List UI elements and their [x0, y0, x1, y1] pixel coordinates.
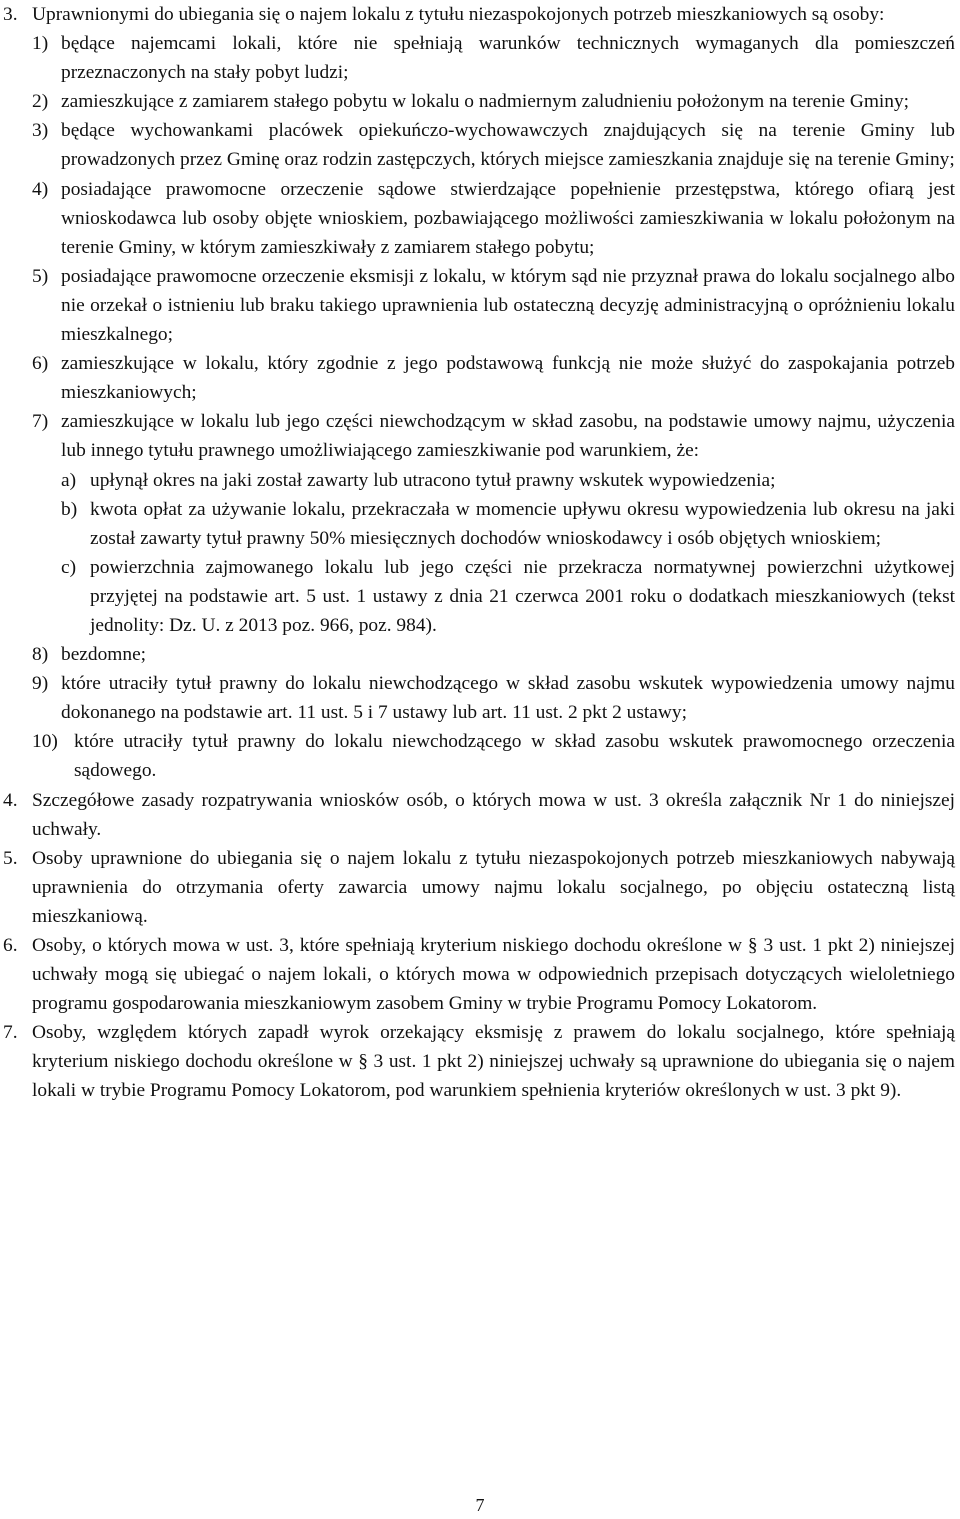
section-number: 6.: [3, 935, 18, 956]
item-number: 8): [32, 644, 49, 666]
item-text: będące wychowankami placówek opiekuńczo-wychowawczych znajdujących się na terenie Gminy lub prowadzonych przez Gminę oraz rodzin zastępczych, których miejsce zamieszkania znajduje się na terenie Gminy;: [61, 120, 955, 171]
section-number: 3.: [3, 4, 18, 25]
section-7: [3, 1018, 955, 1105]
item-text: posiadające prawomocne orzeczenie sądowe stwierdzające popełnienie przestępstwa, którego ofiarą jest wnioskodawca lub osoby objęte wnioskiem, pozbawiającego możliwości zamieszkiwania w lokalu położonym na terenie Gminy, w którym zamieszkiwały z zamiarem stałego pobytu;: [61, 178, 955, 258]
sub-item-letter: b): [61, 498, 78, 520]
list-item: [32, 175, 955, 262]
item-text: będące najemcami lokali, które nie spełniają warunków technicznych wymaganych dla pomieszczeń przeznaczonych na stały pobyt ludzi;: [61, 33, 955, 84]
item-number: 3): [32, 120, 49, 142]
section-5: [3, 844, 955, 931]
list-item: [32, 640, 955, 669]
item-number: 5): [32, 265, 49, 287]
list-item: [32, 262, 955, 349]
item-text: zamieszkujące w lokalu lub jego części niewchodzącym w skład zasobu, na podstawie umowy najmu, użyczenia lub innego tytułu prawnego umożliwiającego zamieszkiwanie pod warunkiem, że:: [61, 411, 955, 462]
item-text: które utraciły tytuł prawny do lokalu niewchodzącego w skład zasobu wskutek prawomocnego orzeczenia sądowego.: [74, 731, 955, 782]
list-item: [32, 407, 955, 465]
section-text: Uprawnionymi do ubiegania się o najem lokalu z tytułu niezaspokojonych potrzeb mieszkaniowych są osoby:: [32, 4, 885, 25]
item-number: 1): [32, 33, 49, 55]
section-text: Szczegółowe zasady rozpatrywania wniosków osób, o których mowa w ust. 3 określa załącznik Nr 1 do niniejszej uchwały.: [32, 789, 955, 840]
page-number: 7: [475, 1495, 485, 1515]
item-text: zamieszkujące w lokalu, który zgodnie z jego podstawową funkcją nie może służyć do zaspokajania potrzeb mieszkaniowych;: [61, 353, 955, 404]
list-item: [32, 349, 955, 407]
list-item: [32, 669, 955, 727]
sub-item-text: upłynął okres na jaki został zawarty lub utracono tytuł prawny wskutek wypowiedzenia;: [90, 469, 776, 491]
item-text: zamieszkujące z zamiarem stałego pobytu w lokalu o nadmiernym zaludnieniu położonym na terenie Gminy;: [61, 91, 910, 113]
section-number: 5.: [3, 847, 18, 869]
list-item: [32, 87, 955, 116]
item-text: bezdomne;: [61, 644, 147, 666]
item-number: 2): [32, 91, 49, 113]
item-number: 4): [32, 178, 49, 200]
list-item: [32, 116, 955, 174]
item-text: posiadające prawomocne orzeczenie eksmisji z lokalu, w którym sąd nie przyznał prawa do lokalu socjalnego albo nie orzekał o istnieniu lub braku takiego uprawnienia lub ostateczną decyzję administracyjną o opróżnieniu lokalu mieszkalnego;: [61, 265, 955, 346]
list-item: [32, 727, 955, 785]
sub-list-item: [61, 495, 955, 553]
section-6: [3, 931, 955, 1018]
sub-list-item: [61, 466, 955, 495]
item-text: które utraciły tytuł prawny do lokalu niewchodzącego w skład zasobu wskutek wypowiedzenia umowy najmu dokonanego na podstawie art. 11 ust. 5 i 7 ustawy lub art. 11 ust. 2 pkt 2 ustawy;: [61, 673, 955, 724]
section-text: Osoby, względem których zapadł wyrok orzekający eksmisję z prawem do lokalu socjalnego, które spełniają kryterium niskiego dochodu określone w § 3 ust. 1 pkt 2) niniejszej uchwały są uprawnione do ubiegania się o najem lokali w trybie Programu Pomocy Lokatorom, pod warunkiem spełnienia kryteriów określonych w ust. 3 pkt 9).: [32, 1022, 955, 1102]
item-number: 10): [32, 731, 58, 753]
sub-item-text: kwota opłat za używanie lokalu, przekraczała w momencie upływu okresu wypowiedzenia lub okresu na jaki został zawarty tytuł prawny 50% miesięcznych dochodów wnioskodawcy i osób objętych wnioskiem;: [90, 498, 955, 549]
section-number: 7.: [3, 1022, 18, 1044]
sub-item-letter: a): [61, 469, 77, 491]
document-page: [3, 0, 955, 1106]
sub-item-text: powierzchnia zajmowanego lokalu lub jego części nie przekracza normatywnej powierzchni użytkowej przyjętej na podstawie art. 5 ust. 1 ustawy z dnia 21 czerwca 2001 roku o dodatkach mieszkaniowych (tekst jednolity: Dz. U. z 2013 poz. 966, poz. 984).: [90, 556, 955, 636]
sub-item-letter: c): [61, 556, 77, 578]
section-text: Osoby uprawnione do ubiegania się o najem lokalu z tytułu niezaspokojonych potrzeb mieszkaniowych nabywają uprawnienia do otrzymania oferty zawarcia umowy najmu lokalu socjalnego, po objęciu ostateczną listą mieszkaniową.: [32, 847, 955, 927]
section-number: 4.: [3, 789, 18, 811]
section-3: [3, 0, 955, 786]
sub-list-item: [61, 553, 955, 640]
list-item: [32, 29, 955, 87]
section-text: Osoby, o których mowa w ust. 3, które spełniają kryterium niskiego dochodu określone w § 3 ust. 1 pkt 2) niniejszej uchwały mogą się ubiegać o najem lokali, o których mowa w odpowiednich przepisach dotyczących wieloletniego programu gospodarowania mieszkaniowym zasobem Gminy w trybie Programu Pomocy Lokatorom.: [32, 935, 955, 1015]
item-number: 7): [32, 411, 49, 433]
section-4: [3, 786, 955, 844]
item-number: 6): [32, 353, 49, 375]
item-number: 9): [32, 673, 49, 695]
